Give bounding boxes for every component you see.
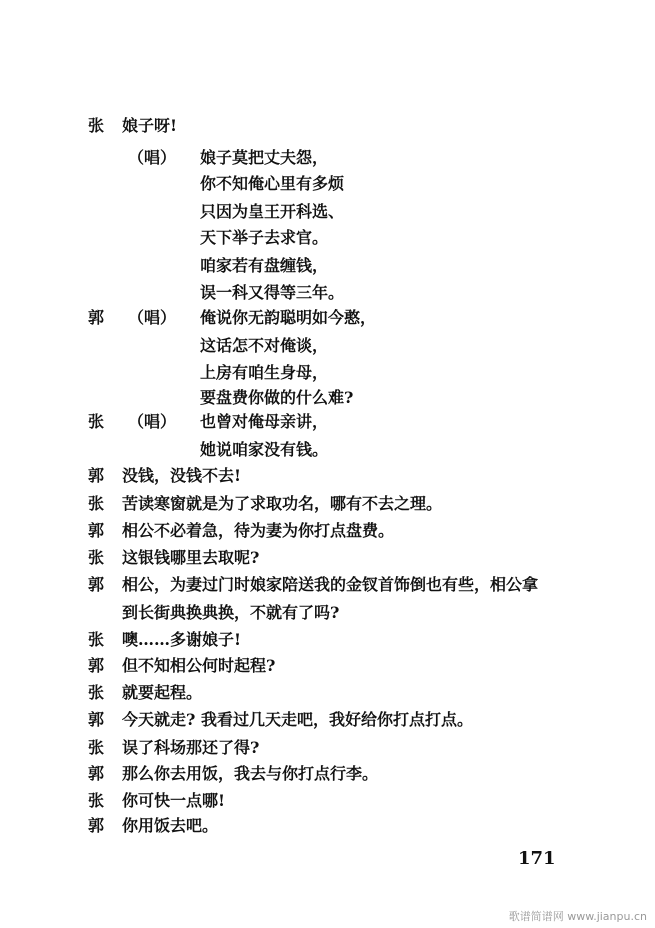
verse-text: 咱家若有盘缠钱，	[200, 256, 329, 275]
verse-text: 俺说你无韵聪明如今憨，	[200, 308, 377, 327]
speaker-name: 张	[88, 412, 105, 431]
verse-text: 你不知俺心里有多烦	[200, 174, 345, 193]
verse-text: 天下举子去求官。	[200, 228, 329, 247]
speaker-name: 郭	[88, 710, 105, 729]
dialogue-text: 噢……多谢娘子!	[122, 630, 242, 649]
dialogue-text: 到长街典换典换，不就有了吗?	[122, 603, 340, 622]
speaker-name: 张	[88, 791, 105, 810]
speaker-name: 郭	[88, 656, 105, 675]
singing-tag: （唱）	[128, 412, 177, 431]
dialogue-text: 娘子呀!	[122, 116, 178, 135]
speaker-name: 张	[88, 116, 105, 135]
verse-text: 她说咱家没有钱。	[200, 440, 329, 459]
dialogue-text: 今天就走? 我看过几天走吧，我好给你打点打点。	[122, 710, 473, 729]
speaker-name: 张	[88, 683, 105, 702]
dialogue-text: 没钱，没钱不去!	[122, 466, 242, 485]
verse-text: 娘子莫把丈夫怨，	[200, 148, 329, 167]
speaker-name: 郭	[88, 575, 105, 594]
page-number: 171	[518, 848, 556, 869]
dialogue-text: 误了科场那还了得?	[122, 738, 260, 757]
dialogue-text: 但不知相公何时起程?	[122, 656, 276, 675]
dialogue-text: 苦读寒窗就是为了求取功名，哪有不去之理。	[122, 494, 443, 513]
singing-tag: （唱）	[128, 148, 177, 167]
verse-text: 只因为皇王开科选、	[200, 202, 345, 221]
verse-text: 也曾对俺母亲讲，	[200, 412, 329, 431]
verse-text: 要盘费你做的什么难?	[200, 388, 354, 407]
dialogue-text: 相公不必着急，待为妻为你打点盘费。	[122, 521, 395, 540]
singing-tag: （唱）	[128, 308, 177, 327]
speaker-name: 郭	[88, 308, 105, 327]
verse-text: 上房有咱生身母，	[200, 363, 329, 382]
verse-text: 误一科又得等三年。	[200, 283, 345, 302]
verse-text: 这话怎不对俺谈，	[200, 336, 329, 355]
dialogue-text: 这银钱哪里去取呢?	[122, 548, 260, 567]
speaker-name: 张	[88, 548, 105, 567]
speaker-name: 张	[88, 494, 105, 513]
dialogue-text: 你可快一点哪!	[122, 791, 226, 810]
dialogue-text: 那么你去用饭，我去与你打点行李。	[122, 764, 379, 783]
dialogue-text: 相公，为妻过门时娘家陪送我的金钗首饰倒也有些，相公拿	[122, 575, 539, 594]
speaker-name: 郭	[88, 816, 105, 835]
speaker-name: 张	[88, 738, 105, 757]
speaker-name: 郭	[88, 521, 105, 540]
speaker-name: 张	[88, 630, 105, 649]
speaker-name: 郭	[88, 764, 105, 783]
speaker-name: 郭	[88, 466, 105, 485]
watermark: 歌谱简谱网 www.jianpu.cn	[508, 910, 647, 923]
dialogue-text: 就要起程。	[122, 683, 203, 702]
dialogue-text: 你用饭去吧。	[122, 816, 219, 835]
